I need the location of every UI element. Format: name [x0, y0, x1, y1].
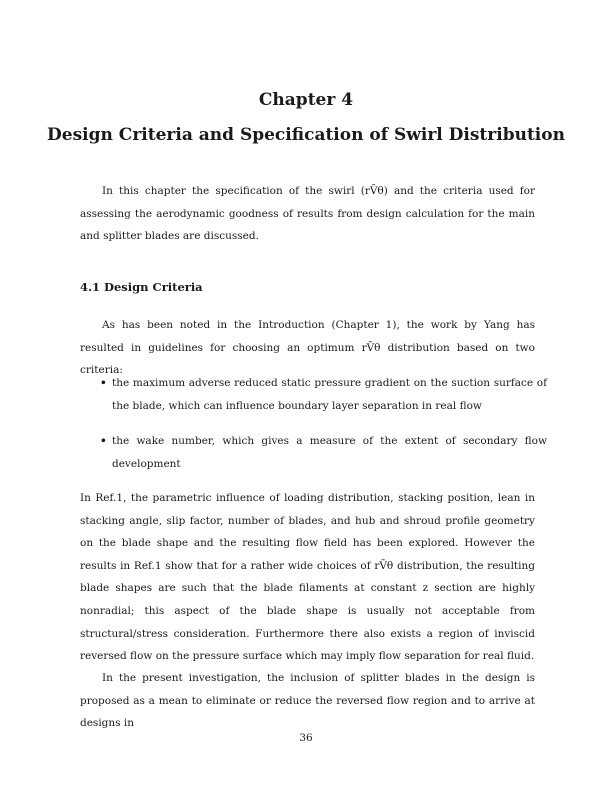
bullet-item [100, 430, 547, 475]
bullet-dot-icon: • [100, 377, 107, 389]
bullet-text: the wake number, which gives a measure of the extent of secondary flow development [112, 435, 547, 470]
section-paragraph-3: In the present investigation, the inclusion of splitter blades in the design is proposed as a mean to eliminate or reduce the reversed flow region and to arrive at designs in [80, 672, 535, 730]
section-paragraph-2: In Ref.1, the parametric influence of loading distribution, stacking position, lean in stacking angle, slip factor, number of blades, and hub and shroud profile geometry on the blade shape and the resulting flow field has been explored. However the results in Ref.1 show that for a rather wide choices of rV̄θ distribution, the resulting blade shapes are such that the blade filaments at constant z section are highly nonradial; this aspect of the blade shape is usually not acceptable from structural/stress consideration. Furthermore there also exists a region of inviscid reversed flow on the pressure surface which may imply flow separation for real fluid. [80, 492, 535, 663]
chapter-number: Chapter 4 [258, 90, 354, 110]
bullet-item [100, 372, 547, 417]
intro-paragraph: In this chapter the specification of the swirl (rV̄θ) and the criteria used for assessing the aerodynamic goodness of results from design calculation for the main and splitter blades are discussed. [80, 185, 535, 243]
section-heading: 4.1 Design Criteria [80, 280, 203, 294]
page-number: 36 [299, 732, 313, 744]
bullet-dot-icon: • [100, 435, 107, 447]
bullet-text: the maximum adverse reduced static pressure gradient on the suction surface of the blade, which can influence boundary layer separation in real flow [112, 377, 547, 412]
section-paragraph-1: As has been noted in the Introduction (Chapter 1), the work by Yang has resulted in guidelines for choosing an optimum rV̄θ distribution based on two criteria: [80, 319, 535, 377]
chapter-title: Design Criteria and Specification of Swirl Distribution [47, 125, 565, 145]
